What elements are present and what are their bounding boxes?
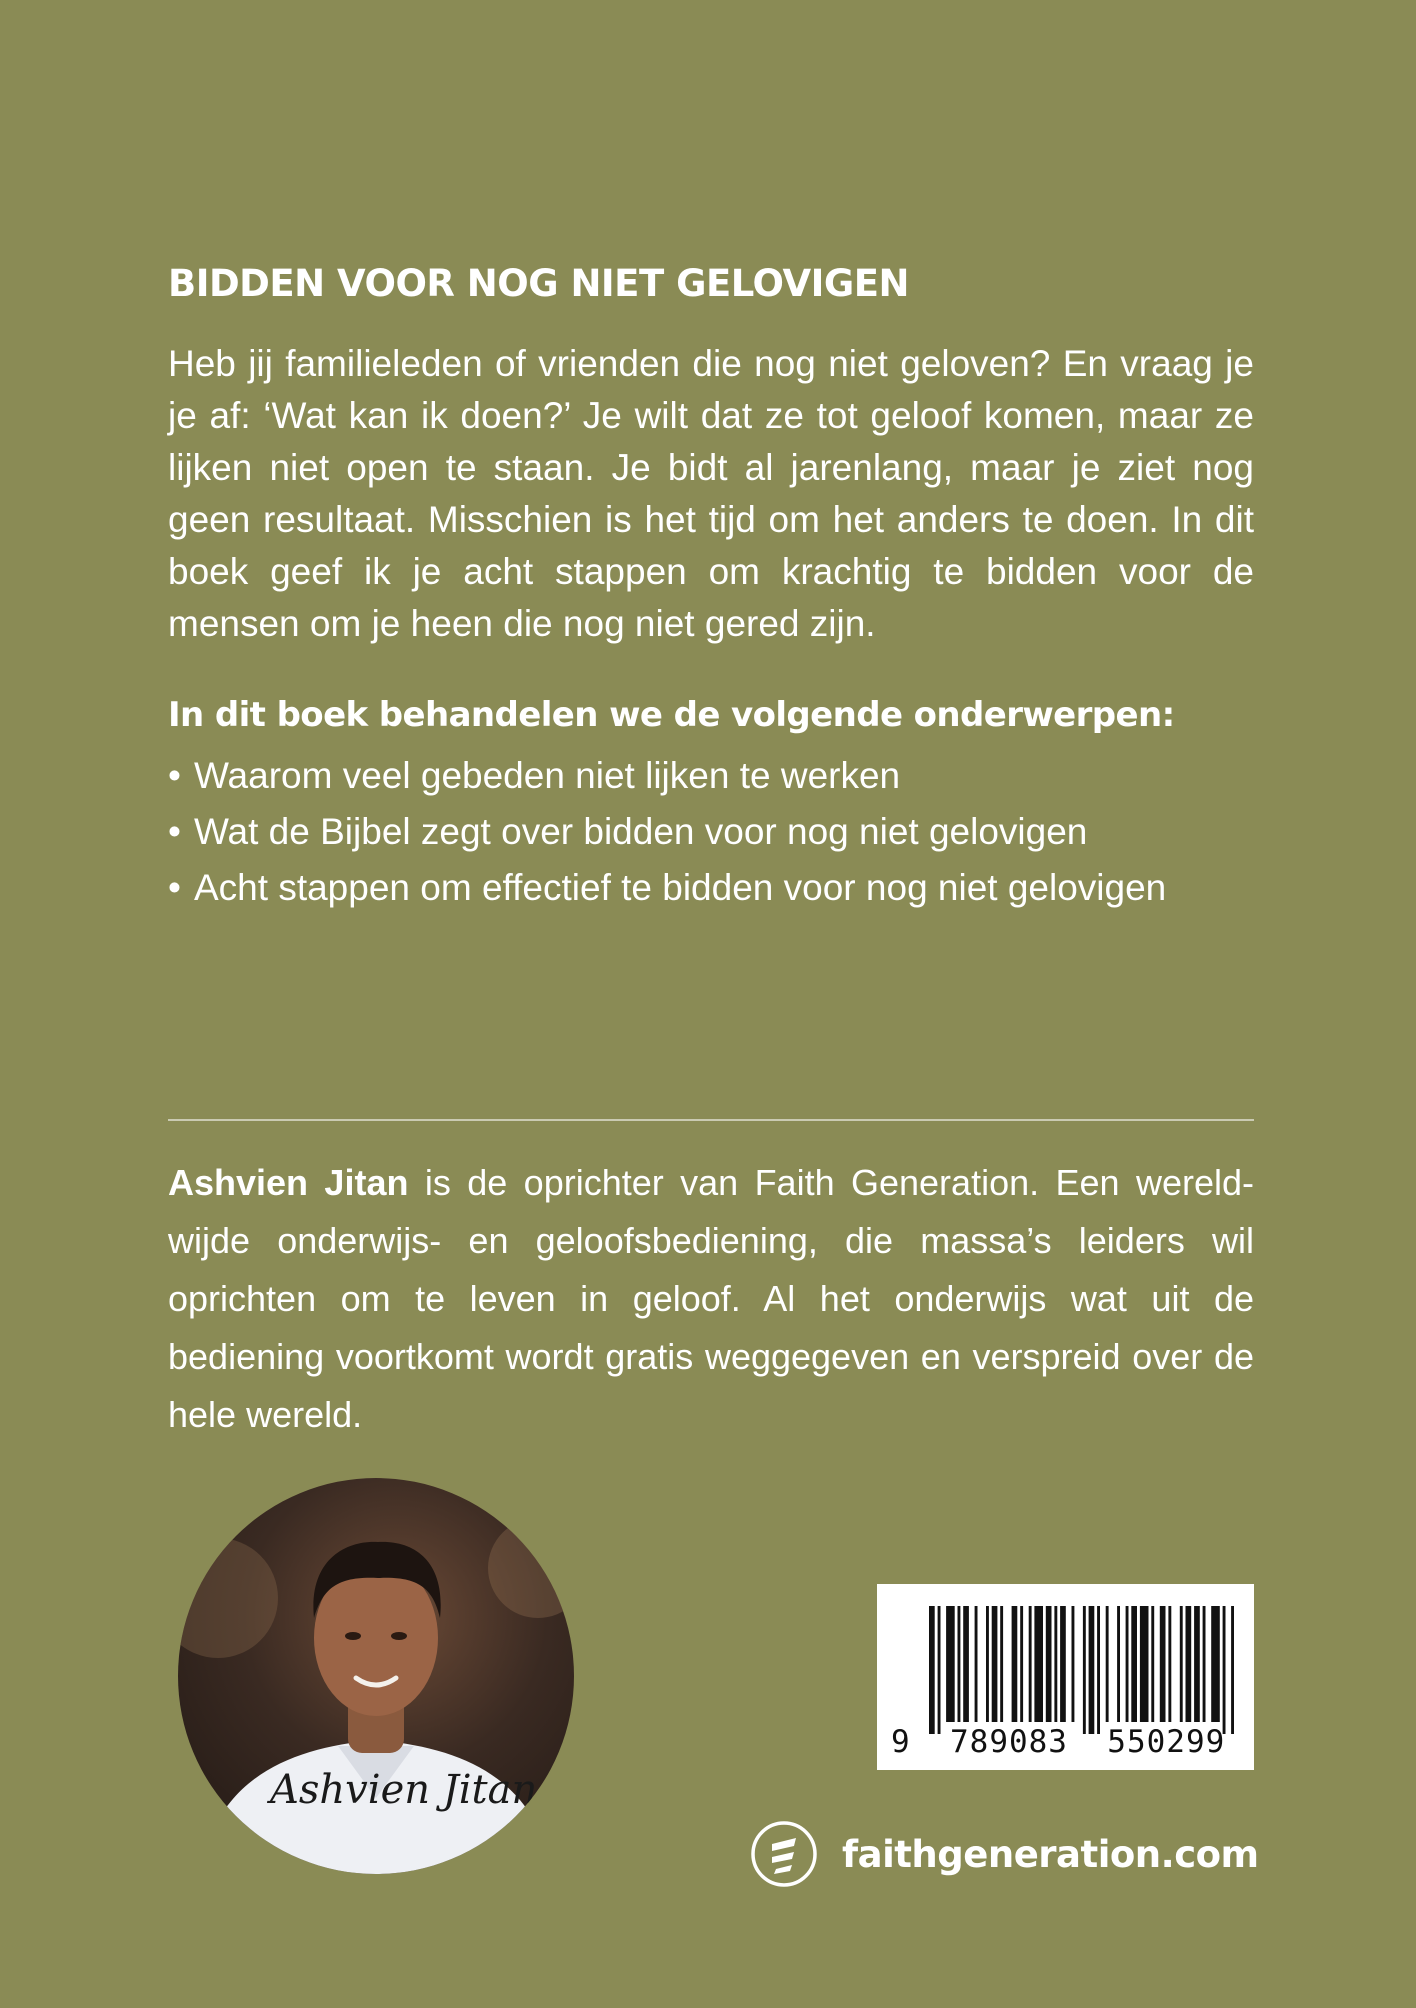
barcode-bar (1160, 1606, 1166, 1722)
barcode-bar (1151, 1606, 1154, 1722)
barcode-bar (963, 1606, 969, 1722)
barcode-bar (1131, 1606, 1137, 1722)
barcode-bar (929, 1606, 935, 1734)
barcode-bar (1126, 1606, 1129, 1722)
barcode-bar (992, 1606, 998, 1722)
faith-generation-logo-icon (750, 1820, 818, 1888)
barcode-bar (1140, 1606, 1149, 1722)
signature-text: Ashvien Jitan (270, 1767, 538, 1813)
barcode-bar (1046, 1606, 1052, 1722)
barcode-bar (1020, 1606, 1023, 1722)
barcode-bar (1117, 1606, 1120, 1722)
topic-item: • Waarom veel gebeden niet lijken te werken (168, 748, 1166, 804)
barcode-bar (1089, 1606, 1095, 1734)
barcode-bar (1072, 1606, 1075, 1722)
barcode-bar (1194, 1606, 1200, 1722)
portrait-illustration (178, 1478, 574, 1874)
author-name: Ashvien Jitan (168, 1162, 409, 1203)
barcode-bar (946, 1606, 955, 1722)
barcode-bar (1012, 1606, 1018, 1722)
topic-item: • Acht stappen om effectief te bidden voor nog niet gelovigen (168, 860, 1166, 916)
bio-text: is de oprichter van Faith Generation. Een wereldwijde onderwijs- en geloofsbediening, die massa’s leiders wil oprichten om te leven in geloof. Al het onderwijs wat uit de bediening voortkomt wordt gratis weggegeven en verspreid over de hele wereld. (168, 1162, 1254, 1435)
barcode-bar (1168, 1606, 1171, 1722)
topics-list (168, 748, 1166, 916)
bullet: • (168, 755, 181, 796)
barcode-bar (1203, 1606, 1206, 1722)
barcode-bar (1223, 1606, 1226, 1734)
barcode-bar (1083, 1606, 1086, 1734)
back-cover-title: BIDDEN VOOR NOG NIET GELOVIGEN (168, 262, 909, 305)
author-bio (168, 1154, 1254, 1444)
barcode-bar (1054, 1606, 1057, 1722)
website (750, 1820, 1259, 1888)
author-portrait (178, 1478, 574, 1874)
website-url[interactable]: faithgeneration.com (842, 1832, 1259, 1876)
barcode-bar (1231, 1606, 1234, 1734)
barcode-bar (986, 1606, 989, 1722)
barcode-bar (1060, 1606, 1066, 1722)
bullet: • (168, 811, 181, 852)
topic-item: • Wat de Bijbel zegt over bidden voor nog niet gelovigen (168, 804, 1166, 860)
barcode-bar (1211, 1606, 1220, 1722)
barcode-bar (958, 1606, 961, 1722)
barcode-digits: 9 789083 550299 (891, 1724, 1226, 1760)
barcode-bar (975, 1606, 978, 1722)
barcode-bar (1106, 1606, 1109, 1722)
barcode-bar (1029, 1606, 1032, 1722)
intro-paragraph: Heb jij familieleden of vrienden die nog niet geloven? En vraag je je af: ‘Wat kan ik doen?’ Je wilt dat ze tot geloof komen, maar ze lijken niet open te staan. Je bidt al jarenlang, maar je ziet nog geen resultaat. Misschien is het tijd om het anders te doen. In dit boek geef ik je acht stappen om krachtig te bidden voor de mensen om je heen die nog niet gered zijn. (168, 343, 1254, 644)
barcode-bar (1097, 1606, 1100, 1734)
section-divider (168, 1119, 1254, 1121)
barcode-bar (938, 1606, 941, 1734)
bullet: • (168, 867, 181, 908)
barcode-bar (1034, 1606, 1043, 1722)
barcode-bar (1180, 1606, 1183, 1722)
barcode-bar (1186, 1606, 1192, 1722)
isbn-barcode (877, 1584, 1254, 1770)
topics-heading: In dit boek behandelen we de volgende onderwerpen: (168, 695, 1175, 735)
barcode-bar (1000, 1606, 1003, 1722)
